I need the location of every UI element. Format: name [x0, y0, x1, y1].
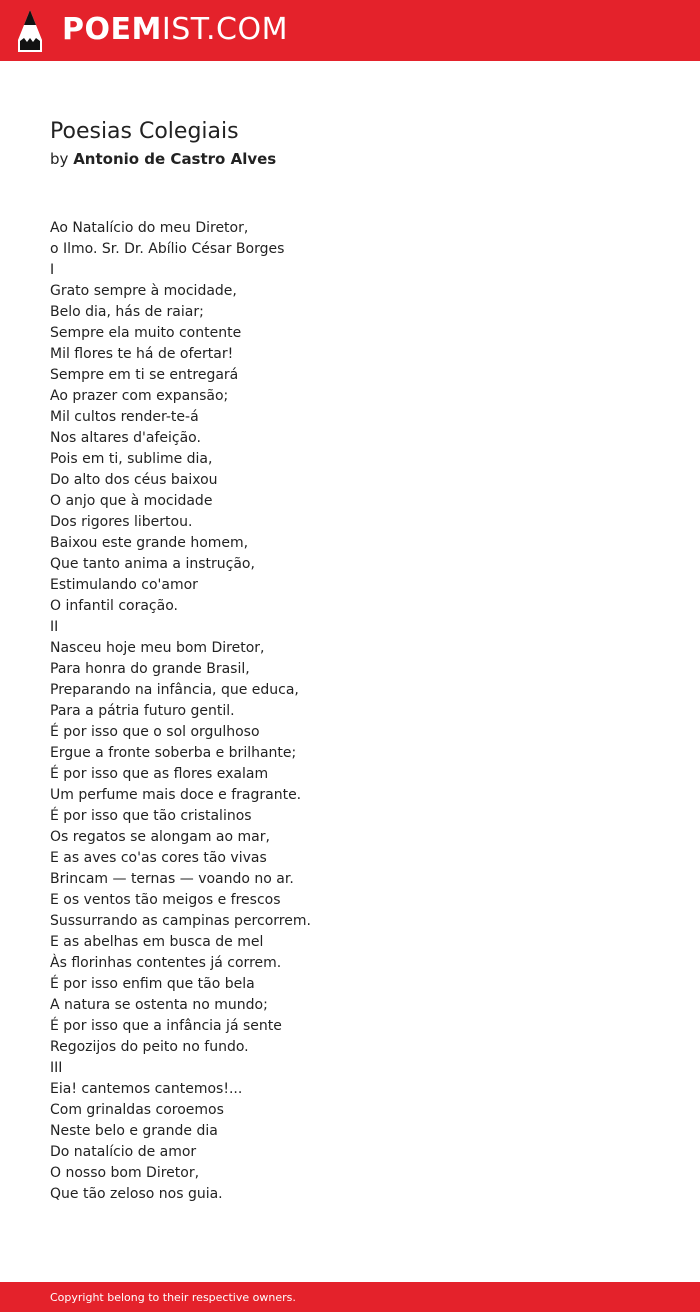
poem-line: Grato sempre à mocidade, — [50, 283, 237, 299]
poem-line: Do alto dos céus baixou — [50, 472, 218, 488]
logo-light-text: IST.COM — [161, 12, 288, 47]
poem-line: O infantil coração. — [50, 598, 178, 614]
poem-line: Neste belo e grande dia — [50, 1123, 218, 1139]
poem-line: Mil flores te há de ofertar! — [50, 346, 234, 362]
poem-line: É por isso que a infância já sente — [50, 1018, 282, 1034]
poem-line: Ergue a fronte soberba e brilhante; — [50, 745, 297, 761]
poem-line: O nosso bom Diretor, — [50, 1165, 200, 1181]
site-header — [0, 0, 700, 61]
poem-byline — [50, 149, 276, 169]
poem-line: É por isso que tão cristalinos — [50, 808, 252, 824]
pencil-icon[interactable] — [18, 10, 42, 52]
poem-author: Antonio de Castro Alves — [73, 150, 277, 168]
poem-line: Com grinaldas coroemos — [50, 1102, 224, 1118]
poem-line: o Ilmo. Sr. Dr. Abílio César Borges — [50, 241, 285, 257]
poem-line: É por isso enfim que tão bela — [50, 976, 255, 992]
poem-line: Mil cultos render-te-á — [50, 409, 199, 425]
poem-line: Nos altares d'afeição. — [50, 430, 201, 446]
poem-line: Dos rigores libertou. — [50, 514, 193, 530]
poem-line: III — [50, 1060, 63, 1076]
poem-line: Preparando na infância, que educa, — [50, 682, 299, 698]
poem-line: Belo dia, hás de raiar; — [50, 304, 204, 320]
poem-line: É por isso que o sol orgulhoso — [50, 724, 260, 740]
poem-line: E os ventos tão meigos e frescos — [50, 892, 281, 908]
poem-line: Um perfume mais doce e fragrante. — [50, 787, 302, 803]
poem-line: Sempre em ti se entregará — [50, 367, 239, 383]
poem-title: Poesias Colegiais — [50, 119, 239, 144]
poem-line: O anjo que à mocidade — [50, 493, 213, 509]
site-footer — [0, 1282, 700, 1312]
logo-bold-text: POEM — [62, 12, 162, 47]
poem-line: Eia! cantemos cantemos!... — [50, 1081, 243, 1097]
poem-line: Sussurrando as campinas percorrem. — [50, 913, 311, 929]
poem-line: Sempre ela muito contente — [50, 325, 242, 341]
poem-line: Que tão zeloso nos guia. — [50, 1186, 223, 1202]
poem-line: Pois em ti, sublime dia, — [50, 451, 213, 467]
poem-body — [50, 218, 670, 1205]
poem-line: Brincam — ternas — voando no ar. — [50, 871, 294, 887]
poem-line: E as abelhas em busca de mel — [50, 934, 264, 950]
by-label: by — [50, 150, 69, 168]
poem-line: Que tanto anima a instrução, — [50, 556, 255, 572]
poem-line: Ao prazer com expansão; — [50, 388, 229, 404]
poem-line: Baixou este grande homem, — [50, 535, 249, 551]
poem-line: Nasceu hoje meu bom Diretor, — [50, 640, 265, 656]
poem-line: Regozijos do peito no fundo. — [50, 1039, 249, 1055]
poem-line: Estimulando co'amor — [50, 577, 198, 593]
poem-line: I — [50, 262, 55, 278]
poem-line: Para honra do grande Brasil, — [50, 661, 250, 677]
copyright-text: Copyright belong to their respective owners. — [50, 1291, 296, 1304]
poem-line: Às florinhas contentes já correm. — [50, 955, 282, 971]
poem-line: É por isso que as flores exalam — [50, 766, 269, 782]
poem-line: Para a pátria futuro gentil. — [50, 703, 235, 719]
poem-line: Do natalício de amor — [50, 1144, 197, 1160]
poem-line: II — [50, 619, 59, 635]
poem-line: Ao Natalício do meu Diretor, — [50, 220, 249, 236]
site-logo[interactable] — [62, 13, 288, 47]
poem-line: A natura se ostenta no mundo; — [50, 997, 268, 1013]
poem-line: E as aves co'as cores tão vivas — [50, 850, 267, 866]
poem-line: Os regatos se alongam ao mar, — [50, 829, 270, 845]
